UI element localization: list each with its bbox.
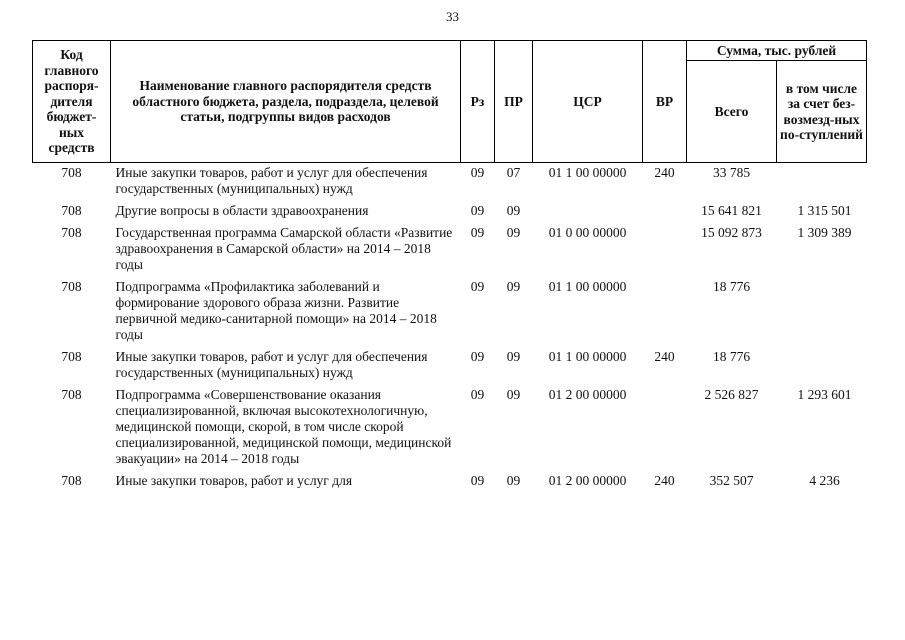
cell-csr: 01 2 00 00000 [548, 473, 627, 488]
table-row [33, 473, 867, 495]
cell-extra: 4 236 [809, 473, 840, 488]
cell-vr: 240 [654, 473, 675, 488]
cell-extra [777, 163, 867, 204]
table-row [33, 203, 867, 225]
cell-total: 15 092 873 [701, 225, 762, 240]
cell-vr: 240 [654, 349, 675, 364]
cell-code: 708 [61, 203, 82, 218]
cell-pr: 09 [506, 279, 521, 294]
cell-pr: 09 [506, 349, 521, 364]
cell-pr: 09 [506, 203, 521, 218]
cell-rz: 09 [470, 387, 485, 402]
cell-code: 708 [61, 165, 82, 180]
cell-extra [777, 279, 867, 349]
cell-rz: 09 [470, 203, 485, 218]
header-sum-group: Сумма, тыс. рублей [687, 41, 867, 61]
cell-pr: 07 [506, 165, 521, 180]
cell-total: 2 526 827 [704, 387, 759, 402]
cell-csr: 01 1 00 00000 [548, 279, 627, 294]
cell-code: 708 [61, 387, 82, 402]
cell-total: 352 507 [709, 473, 754, 488]
cell-rz: 09 [470, 225, 485, 240]
cell-code: 708 [61, 279, 82, 294]
cell-csr: 01 0 00 00000 [548, 225, 627, 240]
cell-csr: 01 1 00 00000 [548, 165, 627, 180]
header-csr: ЦСР [533, 41, 643, 163]
table-row [33, 225, 867, 279]
cell-vr [643, 279, 687, 349]
table-header [33, 41, 867, 163]
header-code: Код главного распоря-дителя бюджет-ных средств [33, 41, 111, 163]
cell-name: Иные закупки товаров, работ и услуг для обеспечения государственных (муниципальных) нужд [115, 165, 428, 196]
page-number: 33 [446, 9, 459, 24]
cell-pr: 09 [506, 387, 521, 402]
cell-name: Другие вопросы в области здравоохранения [115, 203, 369, 218]
cell-vr [643, 203, 687, 225]
cell-rz: 09 [470, 165, 485, 180]
cell-name: Подпрограмма «Совершенствование оказания специализированной, включая высокотехнологичную, медицинской помощи, скорой, в том числе скорой специализированной, медицинской помощи, медицинской эвакуации» на 2014 – 2018 годы [115, 387, 452, 466]
cell-total: 18 776 [712, 279, 751, 294]
cell-extra [777, 349, 867, 387]
cell-csr [533, 203, 643, 225]
cell-rz: 09 [470, 279, 485, 294]
cell-pr: 09 [506, 473, 521, 488]
table-row [33, 387, 867, 473]
cell-code: 708 [61, 349, 82, 364]
cell-total: 33 785 [712, 165, 751, 180]
cell-extra: 1 309 389 [797, 225, 852, 240]
header-name: Наименование главного распорядителя средств областного бюджета, раздела, подраздела, целевой статьи, подгруппы видов расходов [111, 41, 461, 163]
cell-total: 18 776 [712, 349, 751, 364]
cell-vr: 240 [654, 165, 675, 180]
table-row [33, 279, 867, 349]
cell-code: 708 [61, 225, 82, 240]
cell-csr: 01 2 00 00000 [548, 387, 627, 402]
cell-extra: 1 315 501 [797, 203, 852, 218]
cell-csr: 01 1 00 00000 [548, 349, 627, 364]
cell-name: Иные закупки товаров, работ и услуг для обеспечения государственных (муниципальных) нужд [115, 349, 428, 380]
cell-total: 15 641 821 [701, 203, 762, 218]
cell-code: 708 [61, 473, 82, 488]
cell-extra: 1 293 601 [797, 387, 852, 402]
cell-rz: 09 [470, 349, 485, 364]
table-body [33, 163, 867, 496]
header-pr: ПР [495, 41, 533, 163]
cell-rz: 09 [470, 473, 485, 488]
header-rz: Рз [461, 41, 495, 163]
header-total: Всего [687, 61, 777, 163]
cell-name: Государственная программа Самарской области «Развитие здравоохранения в Самарской области» на 2014 – 2018 годы [115, 225, 453, 272]
cell-pr: 09 [506, 225, 521, 240]
table-row [33, 349, 867, 387]
header-extra: в том числе за счет без-возмезд-ных по-ступлений [777, 61, 867, 163]
cell-name: Иные закупки товаров, работ и услуг для [115, 473, 353, 488]
header-vr: ВР [643, 41, 687, 163]
cell-vr [643, 387, 687, 473]
cell-name: Подпрограмма «Профилактика заболеваний и формирование здорового образа жизни. Развитие первичной медико-санитарной помощи» на 2014 – 2018 годы [115, 279, 437, 342]
budget-table [32, 40, 867, 495]
table-row [33, 163, 867, 204]
cell-vr [643, 225, 687, 279]
